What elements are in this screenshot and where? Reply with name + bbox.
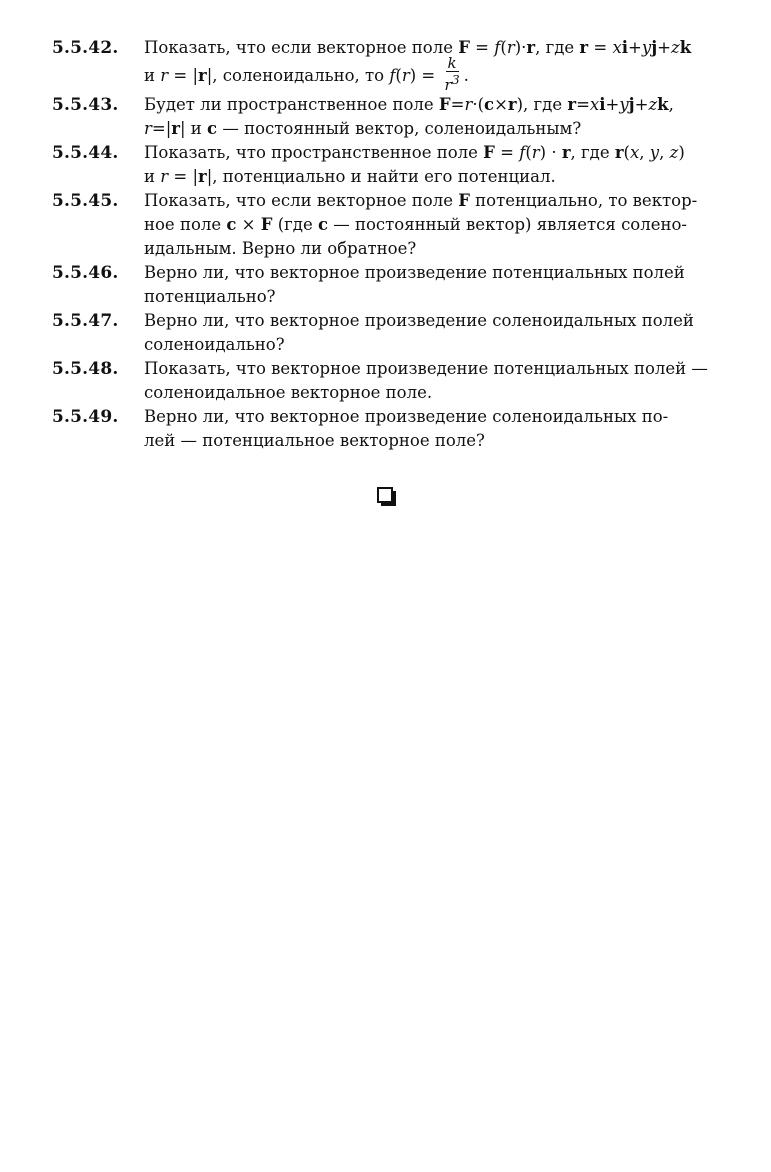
problem-line: Показать, что векторное произведение потенциальных полей — <box>144 359 708 378</box>
problem-number: 5.5.47. <box>52 311 119 331</box>
problem-5-5-46 <box>52 261 720 309</box>
problem-5-5-47 <box>52 309 720 357</box>
problem-number: 5.5.48. <box>52 359 119 379</box>
problem-text <box>144 36 720 93</box>
problem-text <box>144 189 720 261</box>
problem-line: Показать, что пространственное поле F = f(r) · r, где r(x, y, z) <box>144 143 685 162</box>
problem-line: Верно ли, что векторное произведение потенциальных полей <box>144 263 685 282</box>
problem-line: Верно ли, что векторное произведение соленоидальных по- <box>144 407 669 426</box>
fraction-k-over-r-cubed: $\frac{k}{r^3}$ <box>444 54 460 94</box>
problem-line: Показать, что если векторное поле F потенциально, то вектор- <box>144 191 698 210</box>
problem-line: Будет ли пространственное поле F=r·(c×r), где r=xi+yj+zk, <box>144 95 674 114</box>
problem-5-5-44 <box>52 141 720 189</box>
problem-5-5-43 <box>52 93 720 141</box>
problem-line: r=|r| и c — постоянный вектор, соленоидальным? <box>144 119 582 138</box>
problem-number: 5.5.46. <box>52 263 119 283</box>
problem-number: 5.5.44. <box>52 143 119 163</box>
problem-line: Верно ли, что векторное произведение соленоидальных полей <box>144 311 694 330</box>
problem-text <box>144 405 720 453</box>
problem-text <box>144 261 720 309</box>
end-of-section-box-icon <box>377 487 397 507</box>
problem-5-5-45 <box>52 189 720 261</box>
problem-number: 5.5.42. <box>52 38 119 58</box>
problem-line: соленоидально? <box>144 335 285 354</box>
problem-line: и r = |r|, соленоидально, то f(r) = $\frac{k}{r^3}$ . <box>144 54 469 94</box>
problem-line: лей — потенциальное векторное поле? <box>144 431 485 450</box>
problem-text <box>144 141 720 189</box>
problem-5-5-42 <box>52 36 720 93</box>
problem-number: 5.5.49. <box>52 407 119 427</box>
problem-text <box>144 357 720 405</box>
problem-5-5-48 <box>52 357 720 405</box>
problem-line: потенциально? <box>144 287 276 306</box>
problem-number: 5.5.43. <box>52 95 119 115</box>
problem-line: соленоидальное векторное поле. <box>144 383 433 402</box>
problem-text <box>144 93 720 141</box>
problem-5-5-49 <box>52 405 720 453</box>
problem-list <box>52 36 720 453</box>
problem-line: и r = |r|, потенциально и найти его потенциал. <box>144 167 556 186</box>
problem-text <box>144 309 720 357</box>
problem-line: идальным. Верно ли обратное? <box>144 239 417 258</box>
problem-line: Показать, что если векторное поле F = f(r)·r, где r = xi+yj+zk <box>144 38 692 57</box>
problem-number: 5.5.45. <box>52 191 119 211</box>
problem-line: ное поле c × F (где c — постоянный вектор) является солено- <box>144 215 687 234</box>
